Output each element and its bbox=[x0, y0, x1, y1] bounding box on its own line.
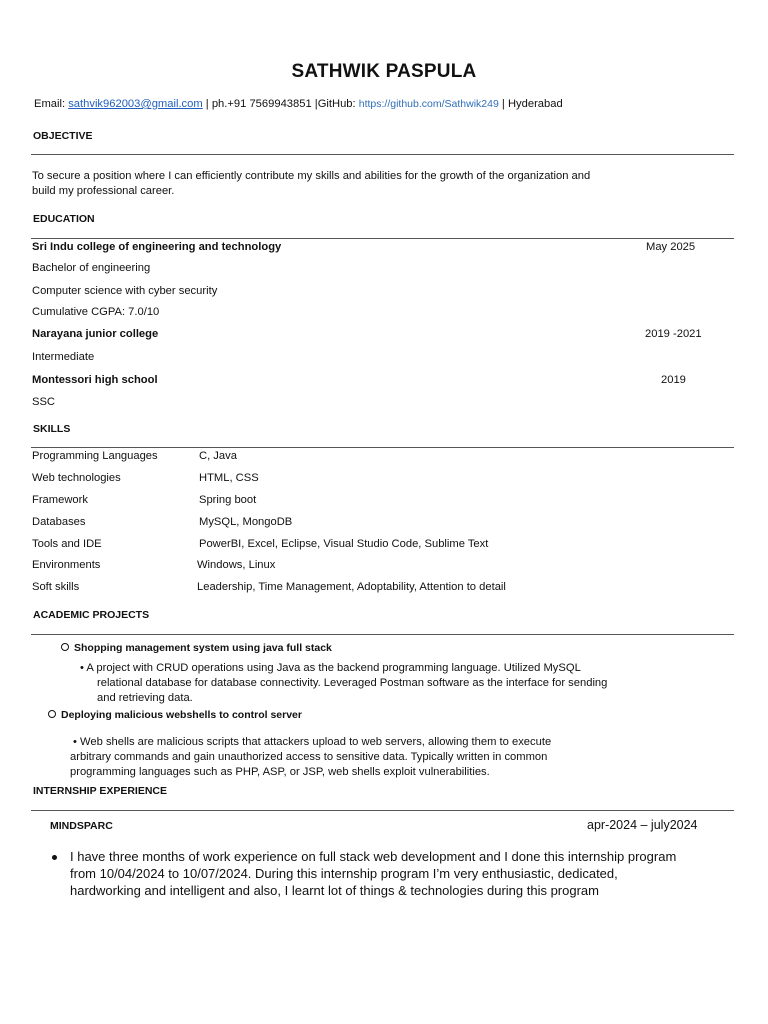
objective-line-1: To secure a position where I can efficiently contribute my skills and abilities for the growth of the organization and bbox=[32, 170, 591, 182]
circle-bullet-icon bbox=[48, 710, 56, 718]
project-title-text: Shopping management system using java full stack bbox=[74, 642, 332, 654]
education-divider bbox=[31, 238, 734, 239]
objective-line-2: build my professional career. bbox=[32, 185, 175, 197]
project-desc-line: relational database for database connectivity. Leveraged Postman software as the interface for sending bbox=[97, 677, 608, 689]
internship-company: MINDSPARC bbox=[50, 820, 113, 832]
education-school: Sri Indu college of engineering and technology bbox=[32, 241, 282, 253]
project-desc-line: and retrieving data. bbox=[97, 692, 193, 704]
education-date: May 2025 bbox=[646, 241, 696, 253]
internship-line: from 10/04/2024 to 10/07/2024. During this internship program I’m very enthusiastic, dedicated, bbox=[70, 866, 618, 881]
skills-heading: SKILLS bbox=[33, 423, 71, 435]
internship-dates: apr-2024 – july2024 bbox=[587, 818, 698, 832]
project-title-text: Deploying malicious webshells to control server bbox=[61, 709, 302, 721]
skill-value: HTML, CSS bbox=[199, 472, 259, 484]
email-link[interactable]: sathvik962003@gmail.com bbox=[68, 98, 203, 110]
education-date: 2019 -2021 bbox=[645, 328, 702, 340]
skill-value: Spring boot bbox=[199, 494, 257, 506]
bullet-icon: • bbox=[73, 736, 77, 748]
skills-divider bbox=[31, 447, 734, 448]
skill-label: Web technologies bbox=[32, 472, 121, 484]
email-label: Email: bbox=[34, 98, 69, 110]
objective-heading: OBJECTIVE bbox=[33, 130, 93, 142]
project-desc-line bbox=[73, 736, 551, 748]
bullet-icon: • bbox=[80, 662, 84, 674]
project-title bbox=[61, 642, 332, 654]
skill-label: Programming Languages bbox=[32, 450, 158, 462]
skill-label: Framework bbox=[32, 494, 88, 506]
skill-value: Leadership, Time Management, Adoptability, Attention to detail bbox=[197, 581, 506, 593]
internship-divider bbox=[31, 810, 734, 811]
education-detail: Computer science with cyber security bbox=[32, 285, 218, 297]
project-desc-text: Web shells are malicious scripts that attackers upload to web servers, allowing them to execute bbox=[80, 736, 552, 748]
education-heading: EDUCATION bbox=[33, 213, 95, 225]
candidate-name: SATHWIK PASPULA bbox=[291, 61, 477, 82]
education-detail: Cumulative CGPA: 7.0/10 bbox=[32, 306, 160, 318]
projects-heading: ACADEMIC PROJECTS bbox=[33, 609, 150, 621]
project-title bbox=[48, 709, 302, 721]
internship-line: I have three months of work experience on full stack web development and I done this internship program bbox=[70, 849, 677, 864]
skill-value: C, Java bbox=[199, 450, 237, 462]
skill-value: PowerBI, Excel, Eclipse, Visual Studio Code, Sublime Text bbox=[199, 538, 489, 550]
skill-value: MySQL, MongoDB bbox=[199, 516, 293, 528]
circle-bullet-icon bbox=[61, 643, 69, 651]
location-text: | Hyderabad bbox=[498, 98, 563, 110]
internship-line: hardworking and intelligent and also, I learnt lot of things & technologies during this program bbox=[70, 883, 599, 898]
skill-label: Tools and IDE bbox=[32, 538, 102, 550]
project-desc-line: arbitrary commands and gain unauthorized access to sensitive data. Typically written in common bbox=[70, 751, 548, 763]
education-date: 2019 bbox=[661, 374, 686, 386]
education-detail: SSC bbox=[32, 396, 56, 408]
bullet-icon bbox=[52, 855, 57, 860]
objective-divider bbox=[31, 154, 734, 155]
github-link[interactable]: https://github.com/Sathwik249 bbox=[358, 98, 499, 110]
project-desc-line: programming languages such as PHP, ASP, or JSP, web shells exploit vulnerabilities. bbox=[70, 766, 490, 778]
skill-label: Databases bbox=[32, 516, 86, 528]
internship-heading: INTERNSHIP EXPERIENCE bbox=[33, 785, 168, 797]
project-desc-text: A project with CRUD operations using Java as the backend programming language. Utilized MySQL bbox=[86, 662, 581, 674]
skill-label: Soft skills bbox=[32, 581, 80, 593]
education-detail: Bachelor of engineering bbox=[32, 262, 151, 274]
projects-divider bbox=[31, 634, 734, 635]
education-detail: Intermediate bbox=[32, 351, 95, 363]
education-school: Montessori high school bbox=[32, 374, 158, 386]
education-school: Narayana junior college bbox=[32, 328, 159, 340]
skill-label: Environments bbox=[32, 559, 101, 571]
contact-line bbox=[34, 98, 563, 110]
skill-value: Windows, Linux bbox=[197, 559, 276, 571]
project-desc-line bbox=[80, 662, 581, 674]
phone-text: | ph.+91 7569943851 |GitHub: bbox=[202, 98, 359, 110]
